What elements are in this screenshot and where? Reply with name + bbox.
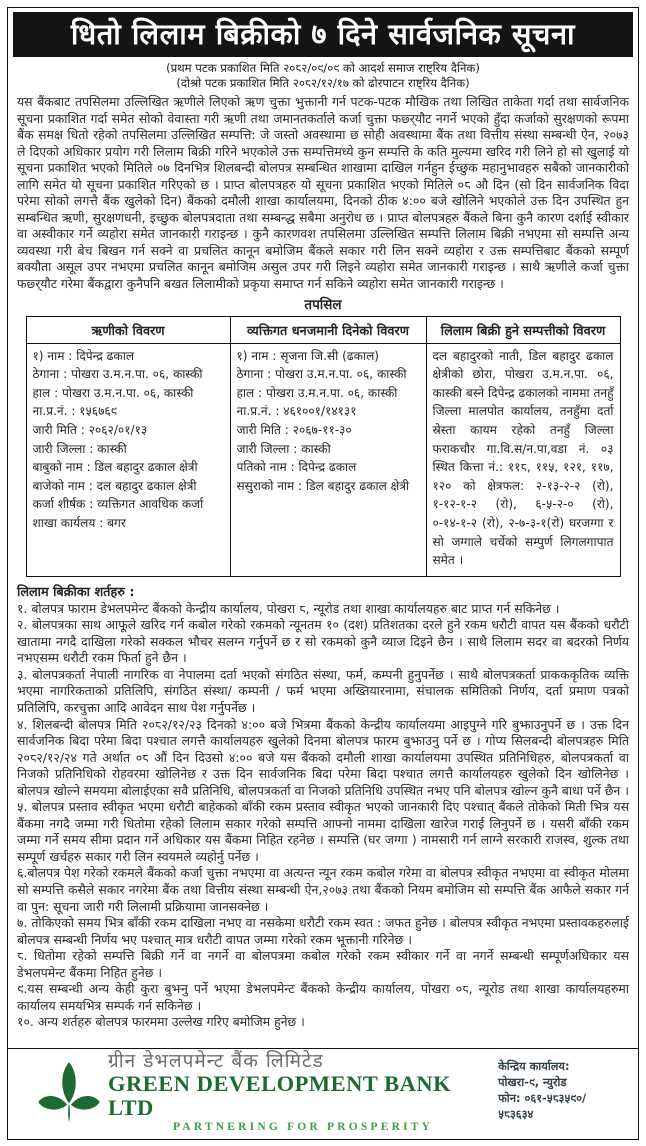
detail-line: १) नाम : सृजना जि.सी (ढकाल) [236,348,379,363]
detail-line: जारी मिति : २०६७-११-३० [236,422,352,437]
condition-item: ४. शिलबन्दी बोलपत्र मिति २०८२/१२/२३ दिनको ४:०० बजे भित्रमा बैंकको केन्द्रीय कार्यालयमा आइपुग्ने गरि बुझाउनुपर्ने छ । उक्त दिन सार्वजनिक बिदा परेमा बिदा पश्चात लगत्तै कार्यालयहरु खुलेको दिनमा बोलपत्र फारम बुझाउनु पर्ने छ । गोप्य सिलबन्दी बोलपत्रहरु मिति २०८२/१२/२४ गते अर्थात ०८ औं दिन दिउसो ४:०० बजे यस बैंकको दमौली शाखा कार्यालयमा उपस्थित प्रतिनिधिहरु, बोलपत्रकर्ता वा निजको प्रतिनिधिको रोहवरमा खोलिनेछ र उक्त दिन सार्वजनिक बिदा परेमा बिदा पश्चात लगत्तै कार्यालयहरु खुलेको दिन खोलिनेछ । बोलपत्र खोल्ने समयमा बोलाईएका सवै प्रतिनिधि, बोलपत्रकर्ता वा निजको प्रतिनिधि उपस्थित नभए पनि बोलपत्र खोल्न कुनै बाधा पर्ने छैन । [17,716,629,798]
detail-line: पतिको नाम : दिपेन्द्र ढकाल [236,460,357,475]
office-label: केन्द्रिय कार्यालय: [498,1060,570,1073]
tapasil-heading: तपसिल [304,296,342,313]
guarantor-lines [237,347,420,496]
table-header-row [26,316,620,343]
column-header-borrower: ऋणीको विवरण [26,316,230,343]
detail-line: ना.प्र.नं. : ४६१००१/१४१३१ [236,404,357,419]
detail-line: बाबुको नाम : डिल बहादुर ढकाल क्षेत्री [32,460,198,475]
bank-brand [36,1051,498,1135]
detail-line: ठेगाना : पोखरा उ.म.न.पा. ०६, कास्की [236,367,407,382]
bank-name-english: GREEN DEVELOPMENT BANK LTD [108,1071,452,1120]
conditions-heading: लिलाम बिक्रीका शर्तहरु : [17,584,135,600]
leaf-plant-logo-icon [36,1061,102,1125]
notice-body [8,94,638,1048]
footer-bank-block [8,1048,638,1139]
column-header-guarantor: व्यक्तिगत धनजमानी दिनेको विवरण [230,316,426,343]
publication-lines [8,61,638,91]
condition-item: ९.यस सम्बन्धी अन्य केही कुरा बुझ्नु पर्ने भएमा डेभलपमेन्ट बैंकको केन्द्रीय कार्यालय, पोखरा ०८, न्यूरोड तथा शाखा कार्यालयहरुमा कार्यालय समयभित्र सम्पर्क गर्न सकिनेछ । [17,981,629,1013]
second-publication-line: (दोश्रो पटक प्रकाशित मिति २०८२/१२/१७ को ढोरपाटन राष्ट्रिय दैनिक) [176,76,470,90]
guarantor-details-cell [230,343,426,576]
conditions-list [17,601,629,1031]
detail-line: हाल : पोखरा उ.म.न.पा. ०६, कास्की [236,385,398,400]
condition-item: ५. बोलपत्र प्रस्ताव स्वीकृत भएमा धरौटी बाहेकको बाँकी रकम प्रस्ताव स्वीकृत भएको जानकारी दिए पश्चात् बैंकले तोकेको मिती भित्र यस बैंकमा नगदै जम्मा गरी धितोमा रहेको लिलाम सकार गरेको सम्पत्ति आफ्नो नाममा दाखिला खारेज गराई लिनुपर्ने छ । यसरी बाँकी रकम जम्मा गर्ने समय सीमा प्रदान गर्ने अधिकार यस बैंकमा निहित रहनेछ । सम्पत्ति (घर जग्गा ) नामसारी गर्न लाग्ने सरकारी राजस्व, शुल्क तथा सम्पूर्ण खर्चहरु सकार गरी लिन स्वयमले व्यहोर्नु पर्नेछ । [17,799,629,864]
notice-page [7,7,639,1140]
detail-line: जारी जिल्ला : कास्की [236,441,331,456]
page-title: धितो लिलाम बिक्रीको ७ दिने सार्वजनिक सूचना [13,12,633,57]
table-data-row [26,343,620,576]
bank-name-block [108,1051,498,1135]
intro-paragraph: यस बैंकबाट तपसिलमा उल्लिखित ऋणीले लिएको ऋण चुक्ता भुक्तानी गर्न पटक-पटक मौखिक तथा लिखित ताकेता गर्दा तथा सार्वजनिक सूचना प्रकाशित गर्दा समेत सोको वेवास्ता गरी ऋणी तथा जमानतकर्ताले कर्जा चुक्ता फछ्र्यौट नगर्ने भएको हुँदा कर्जाको सुरक्षणको रूपमा बैंक समक्ष धितो रहेको तपसिलमा उल्लिखित सम्पत्ति: जे जस्तो अवस्थामा छ सोही अवस्थामा बैंक तथा वित्तीय संस्था सम्बन्धी ऐन, २०७३ ले दिएको अधिकार प्रयोग गरी लिलाम बिक्री गरिने भएकोले उक्त सम्पत्तिमध्ये कुन सम्पत्ति के कति मुल्यमा खरिद गरी लिने हो सो खुलाई यो सूचना प्रकाशित भएको मितिले ०७ दिनभित्र शिलबन्दी बोलपत्र सम्बन्धित शाखामा दाखिल गर्नहुन ईच्छुक महानुभावहरु सबैको जानकारीको लागि समेत यो सूचना प्रकाशित गरिएको छ । प्राप्त बोलपत्रहरु यो सूचना प्रकाशित भएको मितिले ०८ औ दिन (सो दिन सार्वजनिक विदा परेमा सोको लगत्तै बैंक खुलेको दिन) बैंकको दमौली शाखा कार्यालयमा, दिनको ठीक ४:०० बजे खोलिने भएकोले उक्त दिन उपस्थित हुन सम्बन्धित ऋणी, सुरक्षणधनी, इच्छुक बोलपत्रदाता तथा सम्बन्द्ध सबैमा अनुरोध छ । प्राप्त बोलपत्रहरु बैंकले बिना कुनै कारण दर्शाई स्वीकार वा अस्वीकार गर्ने व्यहोरा समेत जानकारी गराइन्छ । कुनै कारणवश तपसिलमा उल्लिखित सम्पत्ति लिलाम बिक्री नभएमा सो सम्पत्ति अन्य व्यवस्था गरी बेच बिखन गर्न सक्ने वा प्रचलित कानून बमोजिम बैंकले सकार गरी लिन सक्ने व्यहोरा र उक्त सम्पत्तिबाट बैंकको सम्पूर्ण बक्यौता असूल उपर नभएमा प्रचलित कानून बमोजिम असुल उपर गरी लिइने व्यहोरा समेत जानकारी गराइन्छ । साथै ऋणीले कर्जा चुक्ता फछ्र्यौट गरेमा बैंकद्वारा कुनैपनि बखत लिलामीको प्रकृया समाप्त गर्न सकिने व्यहोरा समेत जानकारी गराइन्छ । [17,94,629,292]
condition-item: ६.बोलपत्र पेश गरेको रकमले बैंकको कर्जा चुक्ता नभएमा वा अत्यन्त न्यून रकम कबोल गरेमा वा बोलपत्र स्वीकृत नभएमा वा स्वीकृत मोलमा सो सम्पत्ति कसैले सकार नगरेमा बैंक तथा वित्तीय संस्था सम्बन्धी ऐन,२०७३ तथा बैंकको नियम बमोजिम सो सम्पत्ति बैंक आफैले सकार गर्न वा पुन: सूचना जारी गरी लिलामी प्रक्रियामा जानसक्नेछ । [17,865,629,914]
detail-line: ससुराको नाम : डिल बहादुर ढकाल क्षेत्री [236,478,410,493]
first-publication-line: (प्रथम पटक प्रकाशित मिति २०८२/०९/०९ को आदर्श समाज राष्ट्रिय दैनिक) [166,61,480,75]
condition-item: १. बोलपत्र फाराम डेभलपमेन्ट बैंकको केन्द्रीय कार्यालय, पोखरा ८, न्यूरोड तथा शाखा कार्यालयहरु बाट प्राप्त गर्न सकिनेछ । [17,600,560,616]
detail-line: जारी जिल्ला : कास्की [32,441,127,456]
bank-name-nepali: ग्रीन डेभलपमेन्ट बैंक लिमिटेड [108,1050,324,1072]
property-description: दल बहादुरको नाती, डिल बहादुर ढकाल क्षेत्रीको छोरा, पोखरा उ.म.न.पा. ०६, कास्की बस्ने दिपेन्द्र ढकालको नाममा तनहुँ जिल्ला मालपोत कार्यालय, तनहुँमा दर्ता स्रेस्ता कायम रहेको तनहुँ जिल्ला फराकचौर गा.वि.स/न.पा,वडा नं. ०३ स्थित कित्ता नं.: ११८, ११५, १२१, ११७, १२० को क्षेत्रफल: २-१३-२-२ (रो), १-१२-१-२ (रो), ६-५-२-० (रो), ०-१४-१-२ (रो), २-७-३-१(रो) घरजग्गा र सो जग्गाले चर्चेको सम्पुर्ण लिगलगापात समेत । [432,348,614,568]
detail-line: जारी मिति : २०६२/०१/१३ [32,422,148,437]
detail-line: कर्जा शीर्षक : व्यक्तिगत आवधिक कर्जा [32,497,204,512]
column-header-property: लिलाम बिक्री हुने सम्पत्तीको विवरण [426,316,620,343]
office-phone: फोन: ०६१-५८३५९०/ ५८३६३४ [498,1092,587,1121]
office-address: पोखरा-९, न्युरोड [498,1076,567,1089]
condition-item: ८. धितोमा रहेको सम्पत्ति बिक्री गर्ने वा नगर्ने वा बोलपत्रमा कबोल गरेको रकम स्वीकार गर्ने वा नगर्ने सम्बन्धी सम्पूर्णअधिकार यस डेभलपमेन्ट बैंकमा निहित हुनेछ । [17,948,629,980]
central-office-block [498,1059,624,1123]
detail-line: शाखा कार्यलय : बगर [32,515,126,530]
condition-item: २. बोलपत्रका साथ आफूले खरिद गर्न कबोल गरेको रकमको न्यूनतम १० (दश) प्रतिशतका दरले हुने रकम धरौटी वापत यस बैंकको धरौटी खातामा नगदै दाखिला गरेको सक्कल भौचर सलग्न गर्नुपर्ने छ र सो रकमको कुनै व्याज दिइने छैन । साथै लिलाम सदर वा बदरको निर्णय नभएसम्म धरौटी रकम फिर्ता हुने छैन । [17,617,629,666]
detail-line: ना.प्र.नं. : १५६७६९ [32,404,117,419]
detail-line: बाजेको नाम : दल बहादुर ढकाल क्षेत्री [32,478,197,493]
detail-line: १) नाम : दिपेन्द्र ढकाल [32,348,135,363]
detail-line: ठेगाना : पोखरा उ.म.न.पा. ०६, कास्की [32,367,203,382]
bank-tagline: PARTNERING FOR PROSPERITY [172,1121,434,1133]
condition-item: ३. बोलपत्रकर्ता नेपाली नागरिक वा नेपालमा दर्ता भएको संगठित संस्था, फर्म, कम्पनी हुनुपर्नेछ । साथै बोलपत्रकर्ता प्राकककृतिक व्यक्ति भएमा नागरिकताको प्रतिलिपि, संगठित संस्था/ कम्पनी / फर्म भएमा अख्तियारनामा, संचालक समितिको निर्णय, दर्ता प्रमाण पत्रको प्रतिलिपि, करचुक्ता आदि आवेदन साथ पेश गर्नुपर्नेछ । [17,666,629,715]
condition-item: १०. अन्य शर्तहरु बोलपत्र फारममा उल्लेख गरिए बमोजिम हुनेछ । [17,1014,305,1030]
condition-item: ७. तोकिएको समय भित्र बाँकी रकम दाखिला नभए वा नसकेमा धरौटी रकम स्वत : जफत हुनेछ । बोलपत्र स्वीकृत नभएमा प्रस्तावकहरुलाई बोलपत्र सम्बन्धी निर्णय भए पश्चात् मात्र धरौटी वापत जम्मा गरेको रकम भूक्तानी गरिनेछ । [17,915,629,947]
detail-table [26,316,621,577]
borrower-lines [33,347,224,533]
borrower-details-cell [26,343,230,576]
property-details-cell [426,343,620,576]
detail-line: हाल : पोखरा उ.म.न.पा. ०६, कास्की [32,385,194,400]
